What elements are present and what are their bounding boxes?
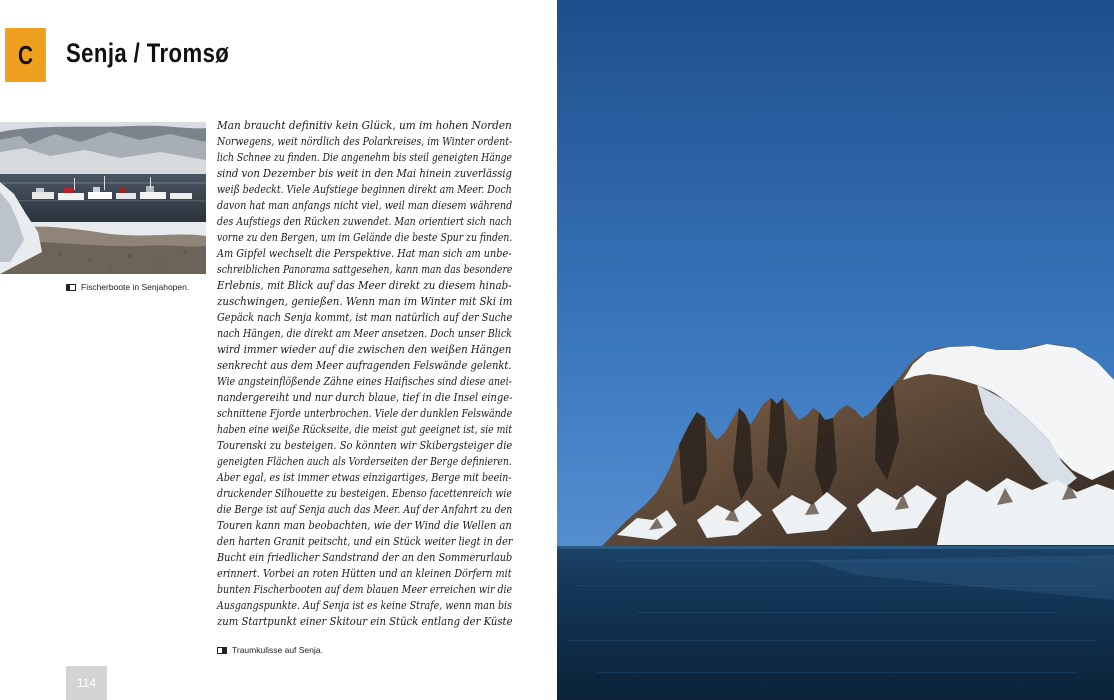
article-body-text xyxy=(217,118,512,630)
body-text-line: Erlebnis, mit Blick auf das Meer direkt zu diesem hinab- xyxy=(217,279,512,292)
body-text-line: Ausgangspunkte. Auf Senja ist es keine Strafe, wenn man bis xyxy=(217,599,512,612)
body-text-line: Tourenski zu besteigen. So könnten wir Skibergsteiger die xyxy=(217,439,513,452)
body-text-line: bunten Fischerbooten auf dem blauen Meer erreichen wir die xyxy=(217,583,513,596)
body-text-line: erinnert. Vorbei an roten Hütten und an kleinen Dörfern mit xyxy=(217,567,512,580)
harbor-photo-caption xyxy=(66,282,189,292)
body-text-line: den harten Granit peitscht, und ein Stück weiter liegt in der xyxy=(217,535,513,548)
right-page xyxy=(557,0,1114,700)
body-text-line: geneigten Flächen auch als Vorderseiten der Berge definieren. xyxy=(217,455,512,468)
main-photo-caption xyxy=(217,645,323,655)
body-text-line: vorne zu den Bergen, um im Gelände die beste Spur zu finden. xyxy=(217,231,513,244)
chapter-title: Senja / Tromsø xyxy=(66,38,230,68)
body-text-line: zum Startpunkt einer Skitour ein Stück entlang der Küste xyxy=(217,615,513,628)
body-text-line: Touren kann man beobachten, wie der Wind die Wellen an xyxy=(217,519,512,532)
chapter-tab: C xyxy=(5,28,46,82)
body-text-line: senkrecht aus dem Meer aufragenden Felswände gelenkt. xyxy=(217,359,512,372)
page-number: 114 xyxy=(66,666,107,700)
photo-position-icon xyxy=(66,284,76,291)
body-text-line: wird immer wieder auf die zwischen den weißen Hängen xyxy=(217,343,512,356)
harbor-photo xyxy=(0,122,206,274)
body-text-line: Bucht ein friedlicher Sandstrand der an den Sommerurlaub xyxy=(217,551,513,564)
body-text-line: Wie angsteinflößende Zähne eines Haifisches sind diese anei- xyxy=(217,375,512,388)
senja-mountain-photo xyxy=(557,0,1114,700)
body-text-line: lich Schnee zu finden. Die angenehm bis steil geneigten Hänge xyxy=(217,151,512,164)
body-text-line: des Aufstiegs den Rücken zuwendet. Man orientiert sich nach xyxy=(217,215,512,228)
body-text-line: schreiblichen Panorama sattgesehen, kann man das besondere xyxy=(217,263,513,276)
body-text-line: sind von Dezember bis weit in den Mai hinein zuverlässig xyxy=(217,167,513,180)
body-text-line: Gepäck nach Senja kommt, ist man natürlich auf der Suche xyxy=(217,311,513,324)
body-text-line: zuschwingen, genießen. Wenn man im Winter mit Ski im xyxy=(217,295,513,308)
body-text-line: die Berge ist auf Senja auch das Meer. Auf der Anfahrt zu den xyxy=(217,503,513,516)
harbor-caption-text: Fischerboote in Senjahopen. xyxy=(81,282,190,292)
body-text-line: Am Gipfel wechselt die Perspektive. Hat man sich am unbe- xyxy=(217,247,512,260)
body-text-line: schnittene Fjorde unterbrochen. Viele der dunklen Felswände xyxy=(217,407,513,420)
body-text-line: nach Hängen, die direkt am Meer ansetzen. Doch unser Blick xyxy=(217,327,512,340)
body-text-line: druckender Silhouette zu besteigen. Ebenso facettenreich wie xyxy=(217,487,512,500)
main-caption-text: Traumkulisse auf Senja. xyxy=(232,645,323,655)
body-text-line: Man braucht definitiv kein Glück, um im hohen Norden xyxy=(217,119,512,132)
body-text-line: nandergereiht und nur durch blaue, tief in die Insel einge- xyxy=(217,391,513,404)
body-text-line: davon hat man anfangs nicht viel, weil man diesem während xyxy=(217,199,513,212)
body-text-line: weiß bedeckt. Viele Aufstiege beginnen direkt am Meer. Doch xyxy=(217,183,512,196)
photo-position-icon xyxy=(217,647,227,654)
body-text-line: Aber egal, es ist immer etwas einzigartiges, Berge mit beein- xyxy=(217,471,512,484)
body-text-line: Norwegens, weit nördlich des Polarkreises, im Winter ordent- xyxy=(217,135,513,148)
body-text-line: haben eine weiße Rückseite, die meist gut geeignet ist, sie mit xyxy=(217,423,513,436)
